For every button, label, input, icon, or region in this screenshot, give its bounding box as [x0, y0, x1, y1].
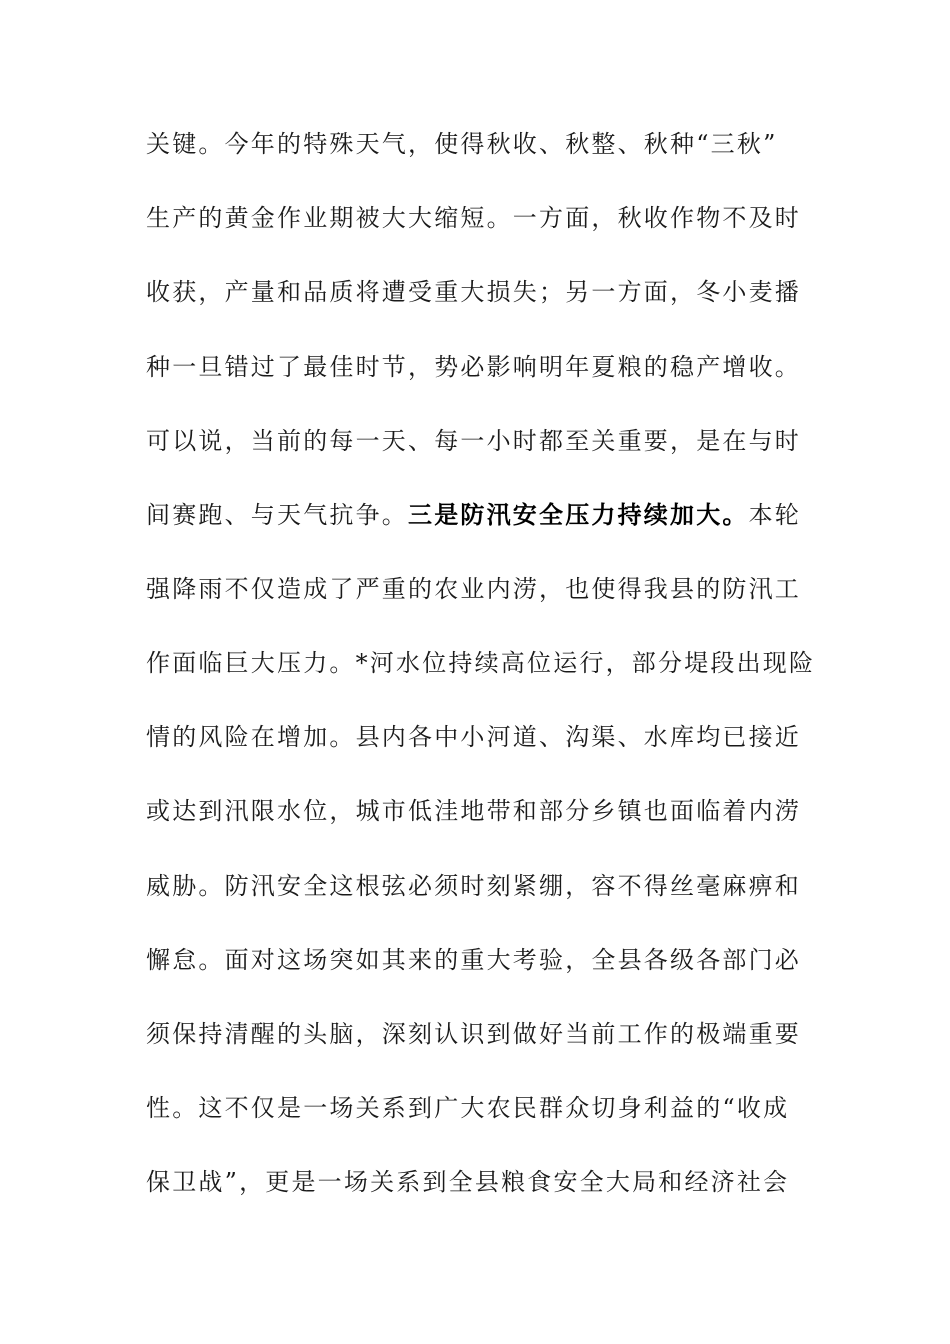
- text-line: 懈怠。面对这场突如其来的重大考验，全县各级各部门必: [146, 946, 801, 974]
- bold-heading-segment: 三是防汛安全压力持续加大。: [408, 501, 749, 529]
- text-line: 情的风险在增加。县内各中小河道、沟渠、水库均已接近: [146, 723, 801, 751]
- text-line: 可以说，当前的每一天、每一小时都至关重要，是在与时: [146, 427, 801, 455]
- text-line: 强降雨不仅造成了严重的农业内涝，也使得我县的防汛工: [146, 575, 801, 603]
- text-line: 或达到汛限水位，城市低洼地带和部分乡镇也面临着内涝: [146, 797, 801, 825]
- text-line-mixed: [146, 495, 806, 535]
- text-segment: 间赛跑、与天气抗争。: [146, 501, 408, 529]
- text-line: 性。这不仅是一场关系到广大农民群众切身利益的“收成: [146, 1094, 790, 1122]
- text-line: 保卫战”，更是一场关系到全县粮食安全大局和经济社会: [146, 1168, 790, 1196]
- text-line: 生产的黄金作业期被大大缩短。一方面，秋收作物不及时: [146, 204, 801, 232]
- text-line: 收获，产量和品质将遭受重大损失；另一方面，冬小麦播: [146, 278, 801, 306]
- text-segment: 本轮: [748, 501, 802, 529]
- text-line: 威胁。防汛安全这根弦必须时刻紧绷，容不得丝毫麻痹和: [146, 872, 801, 900]
- text-line: 作面临巨大压力。*河水位持续高位运行，部分堤段出现险: [146, 649, 816, 677]
- text-line: 种一旦错过了最佳时节，势必影响明年夏粮的稳产增收。: [146, 353, 801, 381]
- text-line: 须保持清醒的头脑，深刻认识到做好当前工作的极端重要: [146, 1020, 801, 1048]
- text-line: 关键。今年的特殊天气，使得秋收、秋整、秋种“三秋”: [146, 130, 778, 158]
